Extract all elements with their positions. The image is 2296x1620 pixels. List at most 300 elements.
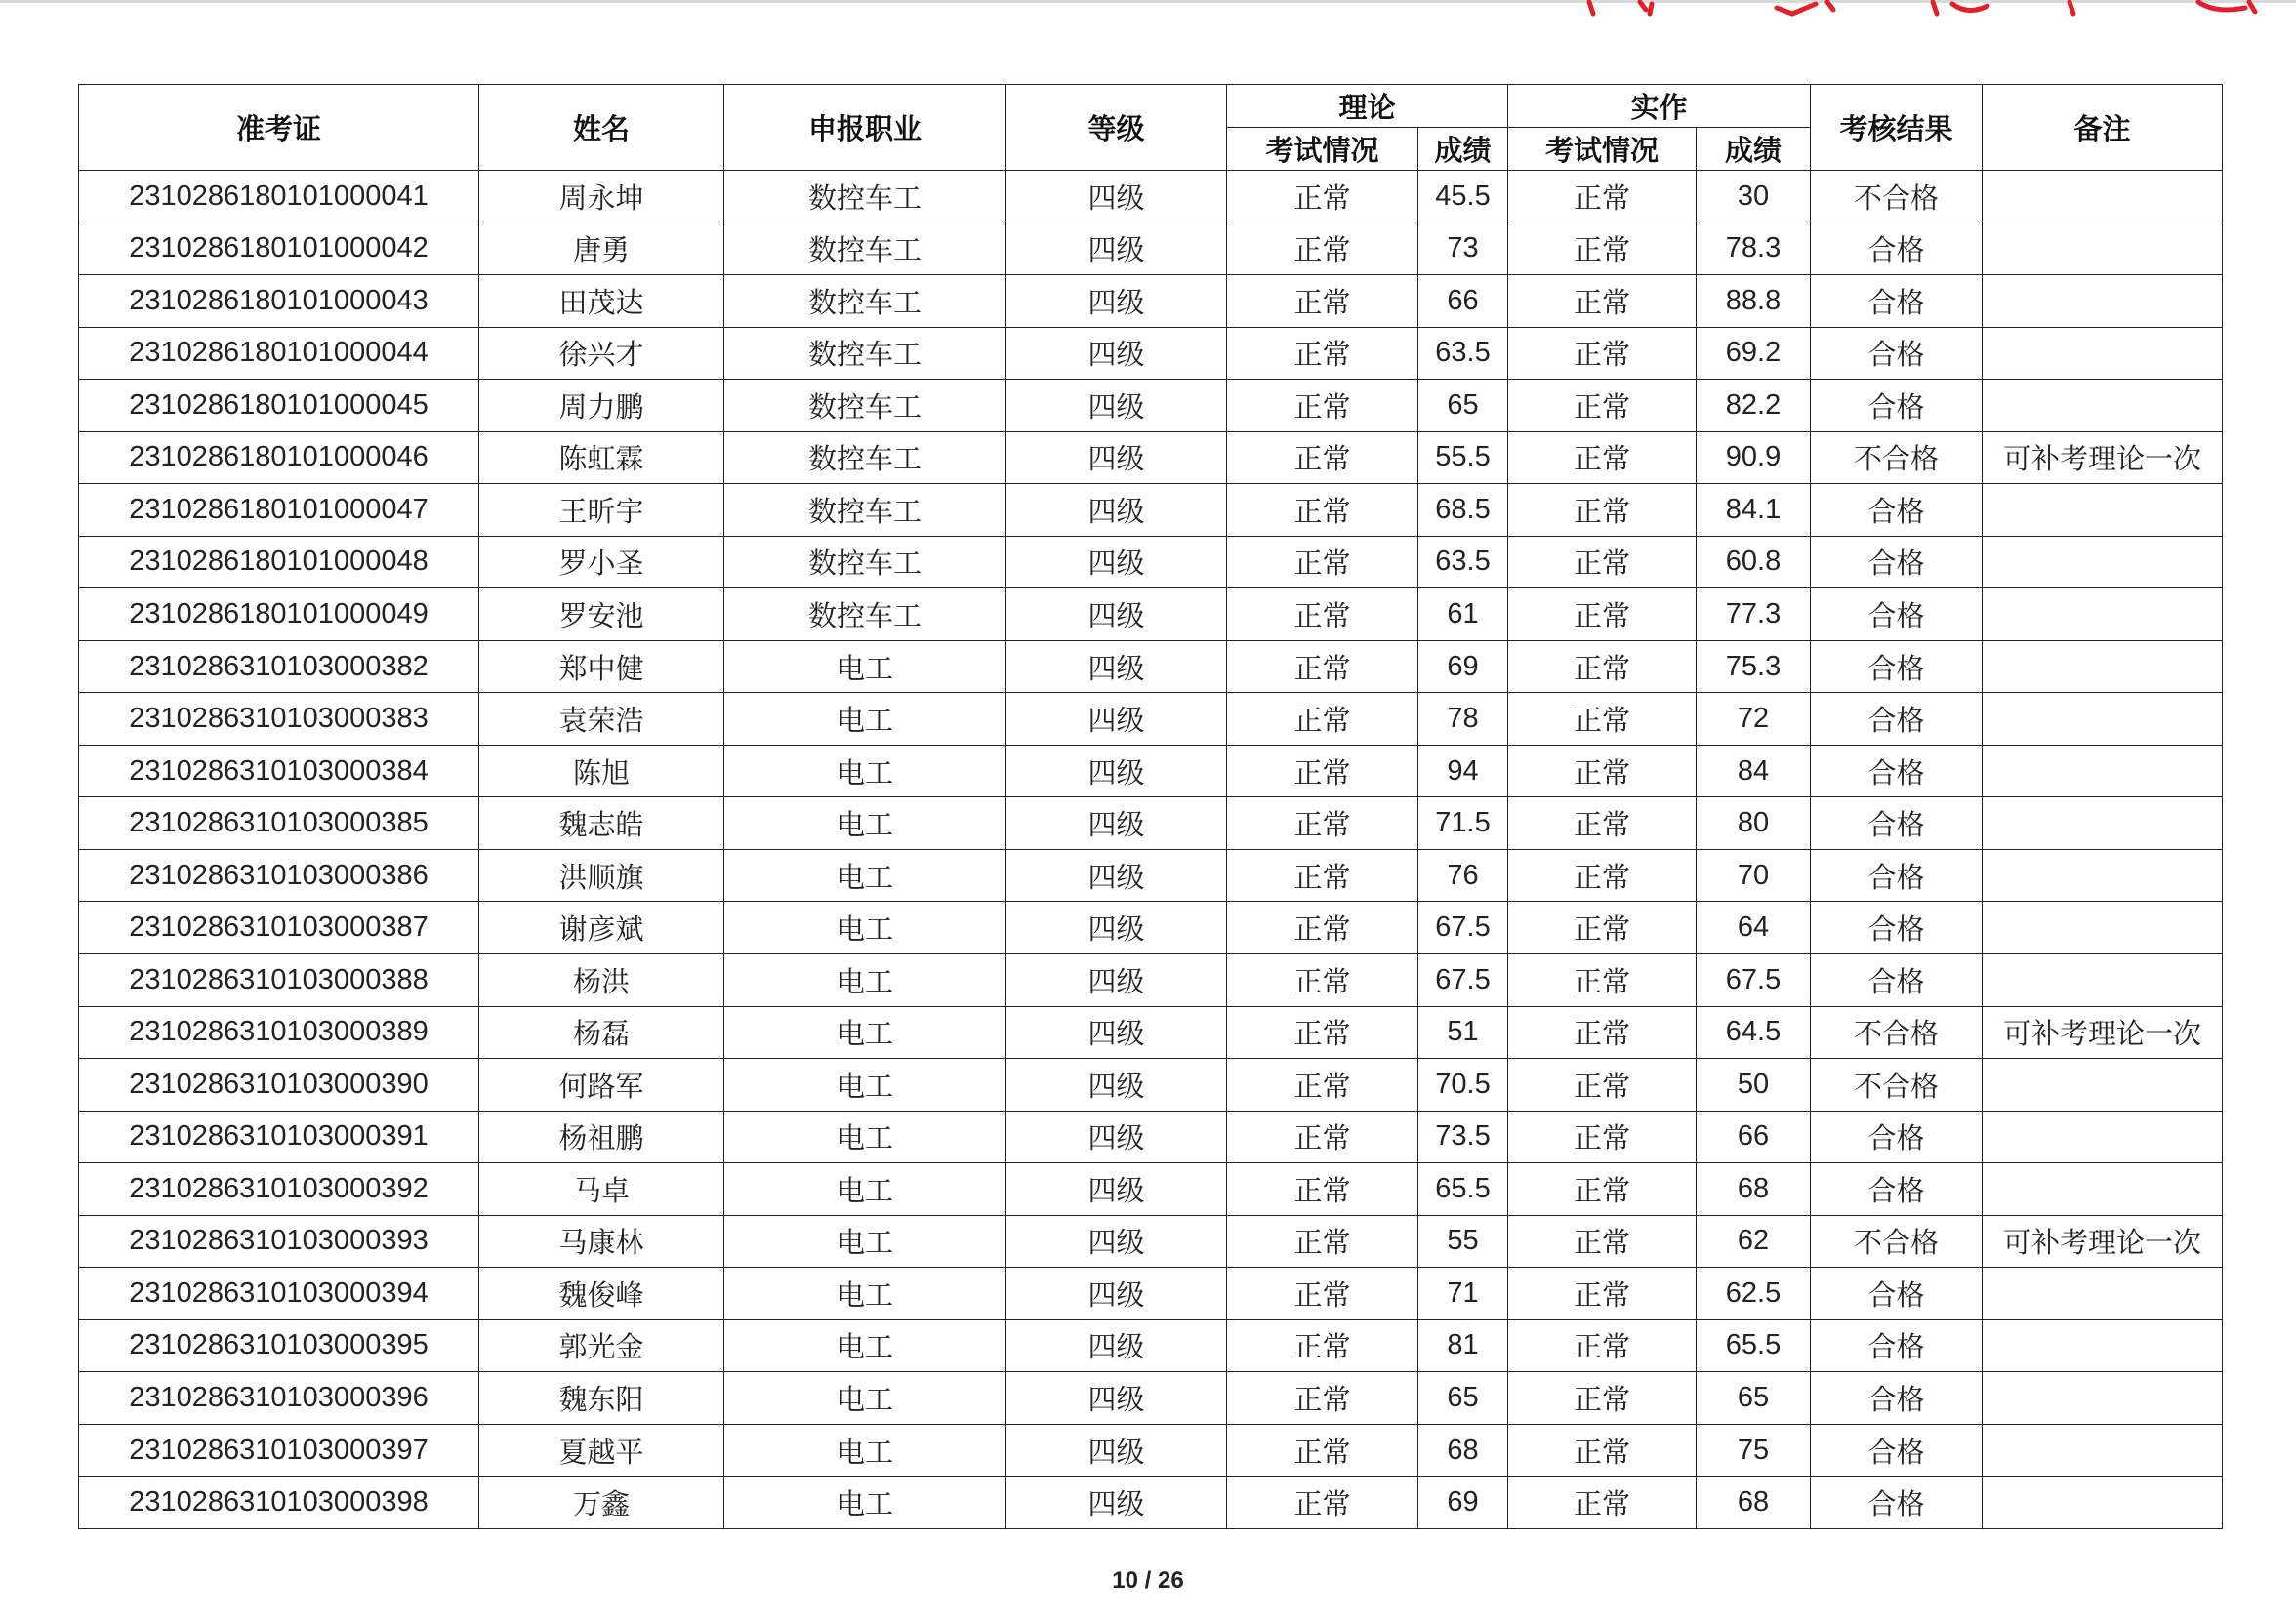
- cell-exam-id: 2310286310103000389: [79, 1006, 479, 1059]
- cell-practical-score: 67.5: [1697, 953, 1811, 1006]
- cell-exam-id: 2310286310103000396: [79, 1372, 479, 1425]
- cell-name: 周永坤: [479, 171, 724, 223]
- cell-result: 合格: [1811, 588, 1983, 641]
- cell-remark: [1983, 1268, 2223, 1320]
- cell-exam-id: 2310286310103000394: [79, 1268, 479, 1320]
- cell-practical-status: 正常: [1508, 1268, 1697, 1320]
- cell-exam-id: 2310286310103000393: [79, 1215, 479, 1268]
- cell-exam-id: 2310286310103000382: [79, 640, 479, 693]
- table-row: [79, 536, 2223, 588]
- table-row: [79, 588, 2223, 641]
- exam-results-table: [78, 84, 2223, 1529]
- cell-theory-score: 73.5: [1418, 1111, 1508, 1163]
- cell-practical-status: 正常: [1508, 953, 1697, 1006]
- header-result: 考核结果: [1811, 85, 1983, 171]
- cell-remark: [1983, 1424, 2223, 1477]
- cell-name: 唐勇: [479, 223, 724, 275]
- cell-level: 四级: [1006, 171, 1227, 223]
- cell-practical-score: 88.8: [1697, 275, 1811, 328]
- cell-remark: [1983, 1163, 2223, 1216]
- cell-exam-id: 2310286310103000391: [79, 1111, 479, 1163]
- header-theory-status: 考试情况: [1227, 128, 1418, 171]
- cell-occupation: 数控车工: [724, 536, 1006, 588]
- cell-level: 四级: [1006, 745, 1227, 797]
- cell-name: 洪顺旗: [479, 849, 724, 902]
- cell-occupation: 数控车工: [724, 484, 1006, 537]
- cell-practical-score: 78.3: [1697, 223, 1811, 275]
- cell-practical-status: 正常: [1508, 745, 1697, 797]
- cell-theory-status: 正常: [1227, 327, 1418, 380]
- cell-remark: [1983, 1059, 2223, 1112]
- cell-theory-score: 61: [1418, 588, 1508, 641]
- cell-occupation: 数控车工: [724, 380, 1006, 432]
- cell-level: 四级: [1006, 588, 1227, 641]
- cell-level: 四级: [1006, 327, 1227, 380]
- table-row: [79, 1372, 2223, 1425]
- cell-exam-id: 2310286310103000386: [79, 849, 479, 902]
- table-row: [79, 1268, 2223, 1320]
- cell-remark: [1983, 902, 2223, 954]
- cell-theory-status: 正常: [1227, 953, 1418, 1006]
- cell-name: 杨磊: [479, 1006, 724, 1059]
- cell-practical-status: 正常: [1508, 171, 1697, 223]
- cell-name: 陈虹霖: [479, 431, 724, 484]
- table-row: [79, 797, 2223, 850]
- cell-theory-score: 68.5: [1418, 484, 1508, 537]
- cell-name: 罗安池: [479, 588, 724, 641]
- cell-occupation: 电工: [724, 1424, 1006, 1477]
- cell-theory-score: 70.5: [1418, 1059, 1508, 1112]
- cell-occupation: 电工: [724, 1215, 1006, 1268]
- cell-name: 魏俊峰: [479, 1268, 724, 1320]
- cell-practical-score: 60.8: [1697, 536, 1811, 588]
- table-row: [79, 953, 2223, 1006]
- cell-theory-score: 65: [1418, 1372, 1508, 1425]
- cell-remark: [1983, 953, 2223, 1006]
- cell-level: 四级: [1006, 1424, 1227, 1477]
- cell-level: 四级: [1006, 1059, 1227, 1112]
- cell-practical-status: 正常: [1508, 223, 1697, 275]
- cell-result: 合格: [1811, 536, 1983, 588]
- cell-occupation: 电工: [724, 1372, 1006, 1425]
- cell-result: 不合格: [1811, 431, 1983, 484]
- header-practical-status: 考试情况: [1508, 128, 1697, 171]
- cell-theory-status: 正常: [1227, 380, 1418, 432]
- cell-result: 合格: [1811, 1424, 1983, 1477]
- cell-result: 合格: [1811, 1163, 1983, 1216]
- cell-theory-status: 正常: [1227, 1424, 1418, 1477]
- cell-exam-id: 2310286310103000390: [79, 1059, 479, 1112]
- cell-result: 合格: [1811, 380, 1983, 432]
- cell-theory-status: 正常: [1227, 431, 1418, 484]
- cell-practical-score: 68: [1697, 1163, 1811, 1216]
- cell-practical-status: 正常: [1508, 1477, 1697, 1529]
- cell-result: 合格: [1811, 275, 1983, 328]
- cell-level: 四级: [1006, 1477, 1227, 1529]
- cell-exam-id: 2310286310103000395: [79, 1319, 479, 1372]
- table-row: [79, 693, 2223, 746]
- cell-result: 合格: [1811, 640, 1983, 693]
- cell-name: 罗小圣: [479, 536, 724, 588]
- cell-level: 四级: [1006, 1268, 1227, 1320]
- cell-practical-status: 正常: [1508, 588, 1697, 641]
- cell-practical-status: 正常: [1508, 1424, 1697, 1477]
- cell-occupation: 电工: [724, 1319, 1006, 1372]
- cell-theory-score: 71: [1418, 1268, 1508, 1320]
- cell-name: 郭光金: [479, 1319, 724, 1372]
- cell-name: 万鑫: [479, 1477, 724, 1529]
- cell-occupation: 电工: [724, 953, 1006, 1006]
- header-occupation: 申报职业: [724, 85, 1006, 171]
- seal-stamp-fragment: [1581, 0, 2265, 18]
- cell-level: 四级: [1006, 223, 1227, 275]
- cell-theory-score: 81: [1418, 1319, 1508, 1372]
- cell-theory-status: 正常: [1227, 588, 1418, 641]
- cell-level: 四级: [1006, 1163, 1227, 1216]
- cell-remark: 可补考理论一次: [1983, 1006, 2223, 1059]
- cell-result: 合格: [1811, 1268, 1983, 1320]
- table-row: [79, 223, 2223, 275]
- cell-theory-score: 51: [1418, 1006, 1508, 1059]
- table-row: [79, 1059, 2223, 1112]
- cell-practical-score: 70: [1697, 849, 1811, 902]
- cell-level: 四级: [1006, 640, 1227, 693]
- cell-practical-score: 84.1: [1697, 484, 1811, 537]
- cell-theory-score: 78: [1418, 693, 1508, 746]
- cell-theory-score: 55: [1418, 1215, 1508, 1268]
- header-name: 姓名: [479, 85, 724, 171]
- cell-name: 谢彦斌: [479, 902, 724, 954]
- cell-theory-status: 正常: [1227, 1006, 1418, 1059]
- cell-theory-score: 63.5: [1418, 536, 1508, 588]
- header-level: 等级: [1006, 85, 1227, 171]
- cell-exam-id: 2310286310103000385: [79, 797, 479, 850]
- cell-theory-score: 63.5: [1418, 327, 1508, 380]
- cell-occupation: 电工: [724, 1268, 1006, 1320]
- cell-occupation: 电工: [724, 693, 1006, 746]
- cell-name: 田茂达: [479, 275, 724, 328]
- cell-theory-score: 76: [1418, 849, 1508, 902]
- cell-practical-status: 正常: [1508, 1163, 1697, 1216]
- cell-theory-score: 67.5: [1418, 902, 1508, 954]
- cell-exam-id: 2310286180101000043: [79, 275, 479, 328]
- cell-occupation: 数控车工: [724, 223, 1006, 275]
- cell-practical-score: 84: [1697, 745, 1811, 797]
- cell-occupation: 电工: [724, 849, 1006, 902]
- cell-theory-status: 正常: [1227, 223, 1418, 275]
- header-theory: 理论: [1227, 85, 1508, 128]
- cell-practical-score: 69.2: [1697, 327, 1811, 380]
- cell-result: 不合格: [1811, 1215, 1983, 1268]
- cell-theory-status: 正常: [1227, 484, 1418, 537]
- cell-result: 合格: [1811, 849, 1983, 902]
- cell-exam-id: 2310286180101000042: [79, 223, 479, 275]
- cell-result: 合格: [1811, 484, 1983, 537]
- table-row: [79, 1319, 2223, 1372]
- table-row: [79, 327, 2223, 380]
- cell-practical-status: 正常: [1508, 1215, 1697, 1268]
- cell-theory-score: 69: [1418, 640, 1508, 693]
- cell-theory-score: 68: [1418, 1424, 1508, 1477]
- cell-level: 四级: [1006, 536, 1227, 588]
- cell-practical-status: 正常: [1508, 902, 1697, 954]
- cell-practical-score: 72: [1697, 693, 1811, 746]
- cell-level: 四级: [1006, 1111, 1227, 1163]
- cell-remark: [1983, 1319, 2223, 1372]
- cell-occupation: 电工: [724, 640, 1006, 693]
- cell-level: 四级: [1006, 1372, 1227, 1425]
- cell-theory-status: 正常: [1227, 640, 1418, 693]
- cell-level: 四级: [1006, 953, 1227, 1006]
- cell-exam-id: 2310286180101000044: [79, 327, 479, 380]
- cell-practical-score: 68: [1697, 1477, 1811, 1529]
- cell-practical-status: 正常: [1508, 693, 1697, 746]
- cell-remark: [1983, 693, 2223, 746]
- cell-occupation: 数控车工: [724, 327, 1006, 380]
- cell-name: 袁荣浩: [479, 693, 724, 746]
- cell-practical-score: 66: [1697, 1111, 1811, 1163]
- cell-theory-status: 正常: [1227, 275, 1418, 328]
- cell-theory-score: 55.5: [1418, 431, 1508, 484]
- cell-level: 四级: [1006, 1319, 1227, 1372]
- cell-practical-status: 正常: [1508, 1319, 1697, 1372]
- cell-practical-status: 正常: [1508, 380, 1697, 432]
- cell-exam-id: 2310286310103000398: [79, 1477, 479, 1529]
- table-row: [79, 1215, 2223, 1268]
- cell-theory-status: 正常: [1227, 1215, 1418, 1268]
- cell-remark: [1983, 171, 2223, 223]
- table-body: [79, 171, 2223, 1529]
- cell-practical-score: 75: [1697, 1424, 1811, 1477]
- cell-exam-id: 2310286310103000388: [79, 953, 479, 1006]
- cell-practical-status: 正常: [1508, 275, 1697, 328]
- table-row: [79, 380, 2223, 432]
- cell-remark: [1983, 484, 2223, 537]
- cell-practical-status: 正常: [1508, 797, 1697, 850]
- cell-occupation: 电工: [724, 1059, 1006, 1112]
- cell-practical-status: 正常: [1508, 327, 1697, 380]
- cell-remark: [1983, 797, 2223, 850]
- table-row: [79, 902, 2223, 954]
- cell-theory-score: 45.5: [1418, 171, 1508, 223]
- cell-exam-id: 2310286180101000048: [79, 536, 479, 588]
- cell-practical-status: 正常: [1508, 484, 1697, 537]
- cell-remark: [1983, 640, 2223, 693]
- cell-practical-status: 正常: [1508, 1059, 1697, 1112]
- cell-level: 四级: [1006, 380, 1227, 432]
- header-theory-score: 成绩: [1418, 128, 1508, 171]
- cell-result: 合格: [1811, 223, 1983, 275]
- table-row: [79, 431, 2223, 484]
- cell-theory-score: 66: [1418, 275, 1508, 328]
- cell-exam-id: 2310286180101000047: [79, 484, 479, 537]
- cell-theory-status: 正常: [1227, 171, 1418, 223]
- cell-theory-score: 94: [1418, 745, 1508, 797]
- cell-name: 王昕宇: [479, 484, 724, 537]
- cell-theory-score: 71.5: [1418, 797, 1508, 850]
- cell-theory-status: 正常: [1227, 1477, 1418, 1529]
- cell-level: 四级: [1006, 797, 1227, 850]
- cell-practical-status: 正常: [1508, 1006, 1697, 1059]
- cell-practical-score: 65: [1697, 1372, 1811, 1425]
- cell-exam-id: 2310286310103000397: [79, 1424, 479, 1477]
- cell-theory-score: 67.5: [1418, 953, 1508, 1006]
- cell-name: 杨洪: [479, 953, 724, 1006]
- cell-result: 合格: [1811, 1372, 1983, 1425]
- cell-practical-status: 正常: [1508, 849, 1697, 902]
- cell-result: 合格: [1811, 902, 1983, 954]
- cell-name: 魏志皓: [479, 797, 724, 850]
- cell-practical-score: 62.5: [1697, 1268, 1811, 1320]
- header-practical-score: 成绩: [1697, 128, 1811, 171]
- table-header: [79, 85, 2223, 171]
- cell-result: 合格: [1811, 327, 1983, 380]
- cell-theory-status: 正常: [1227, 797, 1418, 850]
- cell-practical-status: 正常: [1508, 1111, 1697, 1163]
- cell-name: 徐兴才: [479, 327, 724, 380]
- cell-theory-status: 正常: [1227, 1268, 1418, 1320]
- cell-exam-id: 2310286310103000383: [79, 693, 479, 746]
- cell-result: 不合格: [1811, 1059, 1983, 1112]
- cell-occupation: 电工: [724, 797, 1006, 850]
- cell-practical-score: 75.3: [1697, 640, 1811, 693]
- cell-name: 魏东阳: [479, 1372, 724, 1425]
- cell-exam-id: 2310286310103000387: [79, 902, 479, 954]
- cell-name: 陈旭: [479, 745, 724, 797]
- cell-exam-id: 2310286310103000384: [79, 745, 479, 797]
- cell-occupation: 数控车工: [724, 431, 1006, 484]
- cell-practical-status: 正常: [1508, 1372, 1697, 1425]
- table-row: [79, 1477, 2223, 1529]
- cell-level: 四级: [1006, 1006, 1227, 1059]
- cell-practical-score: 82.2: [1697, 380, 1811, 432]
- table-row: [79, 640, 2223, 693]
- header-exam-id: 准考证: [79, 85, 479, 171]
- table-row: [79, 849, 2223, 902]
- header-remark: 备注: [1983, 85, 2223, 171]
- cell-theory-score: 73: [1418, 223, 1508, 275]
- cell-occupation: 电工: [724, 1111, 1006, 1163]
- table-row: [79, 745, 2223, 797]
- cell-remark: [1983, 327, 2223, 380]
- cell-practical-score: 50: [1697, 1059, 1811, 1112]
- cell-occupation: 电工: [724, 1006, 1006, 1059]
- table-row: [79, 171, 2223, 223]
- cell-result: 不合格: [1811, 171, 1983, 223]
- header-practical: 实作: [1508, 85, 1811, 128]
- cell-theory-status: 正常: [1227, 745, 1418, 797]
- cell-name: 周力鹏: [479, 380, 724, 432]
- cell-level: 四级: [1006, 484, 1227, 537]
- cell-remark: [1983, 1477, 2223, 1529]
- cell-theory-status: 正常: [1227, 902, 1418, 954]
- cell-theory-status: 正常: [1227, 1319, 1418, 1372]
- cell-exam-id: 2310286180101000041: [79, 171, 479, 223]
- cell-practical-score: 65.5: [1697, 1319, 1811, 1372]
- cell-practical-status: 正常: [1508, 640, 1697, 693]
- cell-name: 何路军: [479, 1059, 724, 1112]
- table-row: [79, 1111, 2223, 1163]
- cell-exam-id: 2310286310103000392: [79, 1163, 479, 1216]
- cell-occupation: 电工: [724, 1163, 1006, 1216]
- cell-theory-score: 65.5: [1418, 1163, 1508, 1216]
- cell-name: 夏越平: [479, 1424, 724, 1477]
- cell-theory-status: 正常: [1227, 693, 1418, 746]
- cell-practical-score: 77.3: [1697, 588, 1811, 641]
- cell-level: 四级: [1006, 849, 1227, 902]
- cell-practical-score: 64: [1697, 902, 1811, 954]
- table-row: [79, 275, 2223, 328]
- cell-theory-status: 正常: [1227, 1111, 1418, 1163]
- cell-level: 四级: [1006, 275, 1227, 328]
- cell-result: 合格: [1811, 693, 1983, 746]
- cell-result: 不合格: [1811, 1006, 1983, 1059]
- cell-remark: 可补考理论一次: [1983, 1215, 2223, 1268]
- cell-result: 合格: [1811, 1319, 1983, 1372]
- table-row: [79, 1424, 2223, 1477]
- cell-remark: 可补考理论一次: [1983, 431, 2223, 484]
- cell-result: 合格: [1811, 745, 1983, 797]
- cell-remark: [1983, 745, 2223, 797]
- cell-practical-score: 90.9: [1697, 431, 1811, 484]
- table-row: [79, 1163, 2223, 1216]
- cell-remark: [1983, 1111, 2223, 1163]
- cell-occupation: 电工: [724, 902, 1006, 954]
- cell-theory-status: 正常: [1227, 1059, 1418, 1112]
- cell-result: 合格: [1811, 953, 1983, 1006]
- cell-theory-score: 69: [1418, 1477, 1508, 1529]
- cell-result: 合格: [1811, 1477, 1983, 1529]
- cell-exam-id: 2310286180101000049: [79, 588, 479, 641]
- table-row: [79, 484, 2223, 537]
- cell-name: 郑中健: [479, 640, 724, 693]
- cell-theory-score: 65: [1418, 380, 1508, 432]
- cell-practical-score: 30: [1697, 171, 1811, 223]
- cell-occupation: 数控车工: [724, 275, 1006, 328]
- cell-level: 四级: [1006, 431, 1227, 484]
- cell-name: 杨祖鹏: [479, 1111, 724, 1163]
- cell-level: 四级: [1006, 902, 1227, 954]
- cell-occupation: 电工: [724, 1477, 1006, 1529]
- cell-occupation: 数控车工: [724, 588, 1006, 641]
- cell-theory-status: 正常: [1227, 536, 1418, 588]
- cell-remark: [1983, 380, 2223, 432]
- cell-theory-status: 正常: [1227, 849, 1418, 902]
- cell-occupation: 数控车工: [724, 171, 1006, 223]
- cell-name: 马卓: [479, 1163, 724, 1216]
- cell-practical-score: 64.5: [1697, 1006, 1811, 1059]
- cell-occupation: 电工: [724, 745, 1006, 797]
- cell-remark: [1983, 849, 2223, 902]
- cell-remark: [1983, 588, 2223, 641]
- cell-theory-status: 正常: [1227, 1372, 1418, 1425]
- page-number: 10 / 26: [1112, 1567, 1184, 1594]
- cell-name: 马康林: [479, 1215, 724, 1268]
- cell-theory-status: 正常: [1227, 1163, 1418, 1216]
- cell-remark: [1983, 1372, 2223, 1425]
- cell-practical-score: 80: [1697, 797, 1811, 850]
- cell-result: 合格: [1811, 797, 1983, 850]
- cell-remark: [1983, 536, 2223, 588]
- cell-level: 四级: [1006, 1215, 1227, 1268]
- cell-practical-status: 正常: [1508, 536, 1697, 588]
- cell-exam-id: 2310286180101000045: [79, 380, 479, 432]
- cell-remark: [1983, 275, 2223, 328]
- table-row: [79, 1006, 2223, 1059]
- cell-practical-status: 正常: [1508, 431, 1697, 484]
- cell-exam-id: 2310286180101000046: [79, 431, 479, 484]
- cell-result: 合格: [1811, 1111, 1983, 1163]
